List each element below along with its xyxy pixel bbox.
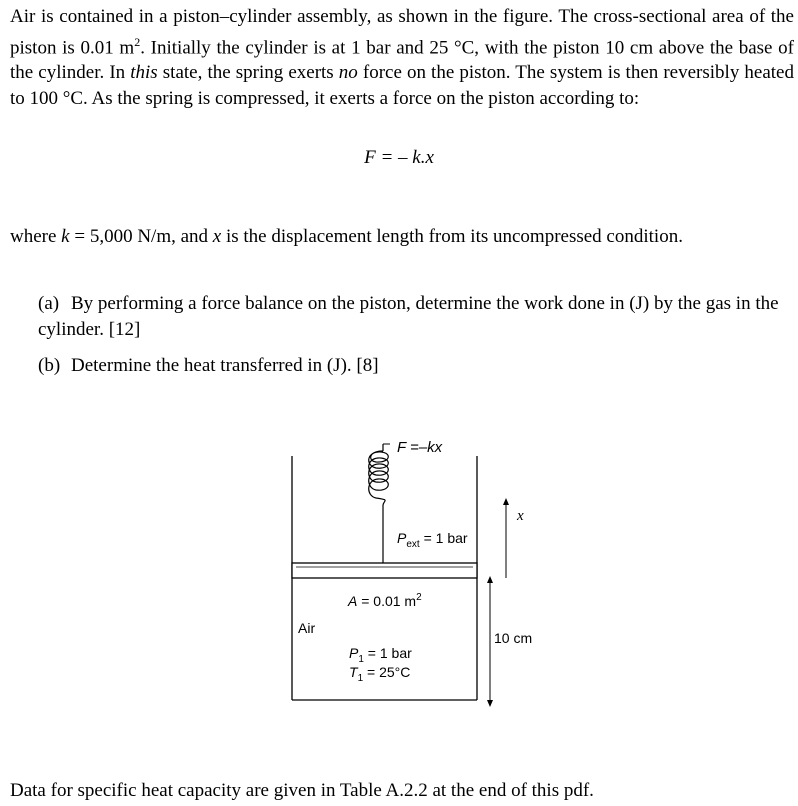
air-label: Air	[298, 620, 316, 636]
area-label: A = 0.01 $m^2$	[348, 592, 422, 609]
problem-statement: Air is contained in a piston–cylinder assembly, as shown in the figure. The cross-sectional area of the piston is 0.01 $m^2$. Initially the cylinder is at 1 bar and 25 °C, with the piston 10 cm above the base of the cylinder. In this state, the spring exerts no force on the piston. The system is then reversibly heated to 100 °C. As the spring is compressed, it exerts a force on the piston according to:	[10, 6, 794, 109]
footer-note: Data for specific heat capacity are given in Table A.2.2 at the end of this pdf.	[10, 780, 594, 801]
t1-label: $T_1 = 25^\circ C$	[349, 664, 411, 684]
piston	[292, 563, 477, 578]
height-label: 10 cm	[494, 630, 533, 646]
spring-force-equation: F = – k.x	[364, 147, 434, 168]
pext-label: $P_{ext} = 1$ bar	[397, 530, 468, 550]
p1-label: $P_1 = 1$ bar	[349, 645, 412, 665]
question-a: (a) By performing a force balance on the piston, determine the work done in (J) by the gas in the cylinder. [12]	[38, 293, 779, 340]
height-arrow	[487, 576, 493, 707]
where-definition: where k = 5,000 N/m, and x is the displacement length from its uncompressed condition.	[10, 226, 683, 247]
force-label: F =–kx	[397, 439, 443, 456]
question-b: (b) Determine the heat transferred in (J). [8]	[38, 355, 379, 376]
x-arrow	[503, 498, 509, 578]
x-label: x	[517, 508, 524, 524]
spring	[369, 444, 389, 563]
